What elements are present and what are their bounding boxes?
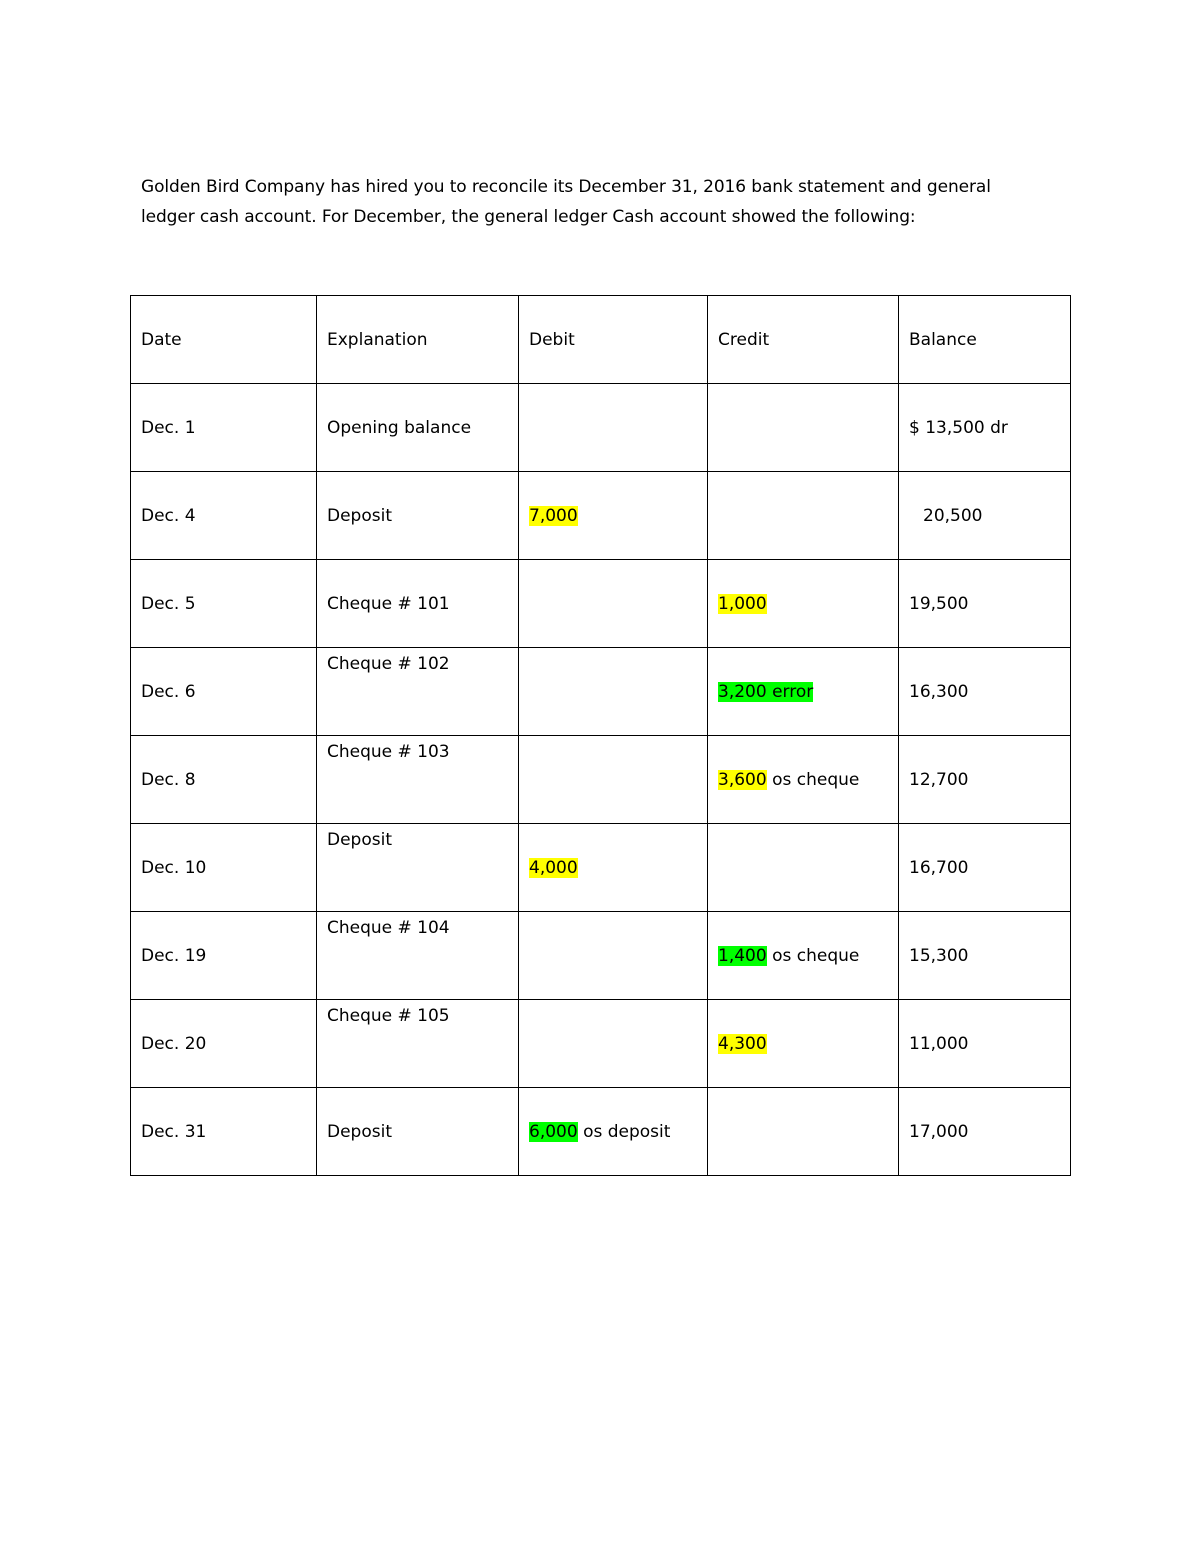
explanation-text: Cheque # 105 (327, 1006, 450, 1026)
table-row (131, 648, 1071, 736)
cell-balance: 15,300 (899, 912, 1071, 1000)
cell-credit (708, 824, 899, 912)
cell-date: Dec. 4 (131, 472, 317, 560)
table-row (131, 384, 1071, 472)
table-row (131, 1000, 1071, 1088)
cell-explanation: Opening balance (317, 384, 519, 472)
debit-amount-highlighted: 7,000 (529, 505, 578, 526)
header-balance: Balance (899, 296, 1071, 384)
header-explanation: Explanation (317, 296, 519, 384)
debit-amount-highlighted: 4,000 (529, 857, 578, 878)
credit-amount-highlighted: 1,000 (718, 593, 767, 614)
intro-paragraph (141, 172, 1061, 232)
explanation-text: Cheque # 104 (327, 918, 450, 938)
cell-credit (708, 472, 899, 560)
cell-debit (519, 472, 708, 560)
cell-credit (708, 560, 899, 648)
explanation-text: Cheque # 102 (327, 654, 450, 674)
cell-explanation: Cheque # 101 (317, 560, 519, 648)
cell-date: Dec. 31 (131, 1088, 317, 1176)
cell-balance: 16,300 (899, 648, 1071, 736)
cell-credit (708, 1000, 899, 1088)
cell-date: Dec. 8 (131, 736, 317, 824)
table-row (131, 736, 1071, 824)
cell-balance: 12,700 (899, 736, 1071, 824)
explanation-text: Deposit (327, 830, 392, 850)
cell-date: Dec. 6 (131, 648, 317, 736)
debit-note: os deposit (577, 1121, 671, 1142)
credit-amount-highlighted: 3,600 (718, 769, 767, 790)
table-row (131, 560, 1071, 648)
cell-date: Dec. 20 (131, 1000, 317, 1088)
header-debit: Debit (519, 296, 708, 384)
table-header-row (131, 296, 1071, 384)
cell-debit (519, 1000, 708, 1088)
cell-explanation (317, 912, 519, 1000)
intro-line-1: Golden Bird Company has hired you to reconcile its December 31, 2016 bank statement and general (141, 177, 991, 197)
cell-balance: $ 13,500 dr (899, 384, 1071, 472)
cell-debit (519, 384, 708, 472)
cell-date: Dec. 10 (131, 824, 317, 912)
cell-credit (708, 912, 899, 1000)
cell-balance: 17,000 (899, 1088, 1071, 1176)
cell-debit (519, 736, 708, 824)
table-row (131, 1088, 1071, 1176)
cell-debit (519, 912, 708, 1000)
cell-explanation (317, 824, 519, 912)
cell-credit (708, 384, 899, 472)
cell-balance: 16,700 (899, 824, 1071, 912)
cell-balance: 19,500 (899, 560, 1071, 648)
credit-note: os cheque (766, 769, 860, 790)
cash-ledger-table (130, 295, 1071, 1176)
cell-debit (519, 648, 708, 736)
table-row (131, 472, 1071, 560)
cell-date: Dec. 19 (131, 912, 317, 1000)
credit-note: os cheque (766, 945, 860, 966)
cell-explanation (317, 1000, 519, 1088)
cell-balance (899, 472, 1071, 560)
cell-balance: 11,000 (899, 1000, 1071, 1088)
cell-explanation (317, 736, 519, 824)
cell-credit (708, 1088, 899, 1176)
balance-amount: 20,500 (923, 505, 983, 526)
explanation-text: Cheque # 103 (327, 742, 450, 762)
debit-amount-highlighted: 6,000 (529, 1121, 578, 1142)
table-row (131, 912, 1071, 1000)
table-row (131, 824, 1071, 912)
intro-line-2: ledger cash account. For December, the general ledger Cash account showed the following: (141, 207, 916, 227)
cell-explanation: Deposit (317, 472, 519, 560)
header-credit: Credit (708, 296, 899, 384)
cell-credit (708, 736, 899, 824)
cell-debit (519, 1088, 708, 1176)
cell-debit (519, 560, 708, 648)
cell-date: Dec. 1 (131, 384, 317, 472)
credit-amount-highlighted: 3,200 error (718, 681, 814, 702)
credit-amount-highlighted: 4,300 (718, 1033, 767, 1054)
cell-explanation: Deposit (317, 1088, 519, 1176)
cell-debit (519, 824, 708, 912)
cell-date: Dec. 5 (131, 560, 317, 648)
credit-amount-highlighted: 1,400 (718, 945, 767, 966)
cell-explanation (317, 648, 519, 736)
header-date: Date (131, 296, 317, 384)
cell-credit (708, 648, 899, 736)
